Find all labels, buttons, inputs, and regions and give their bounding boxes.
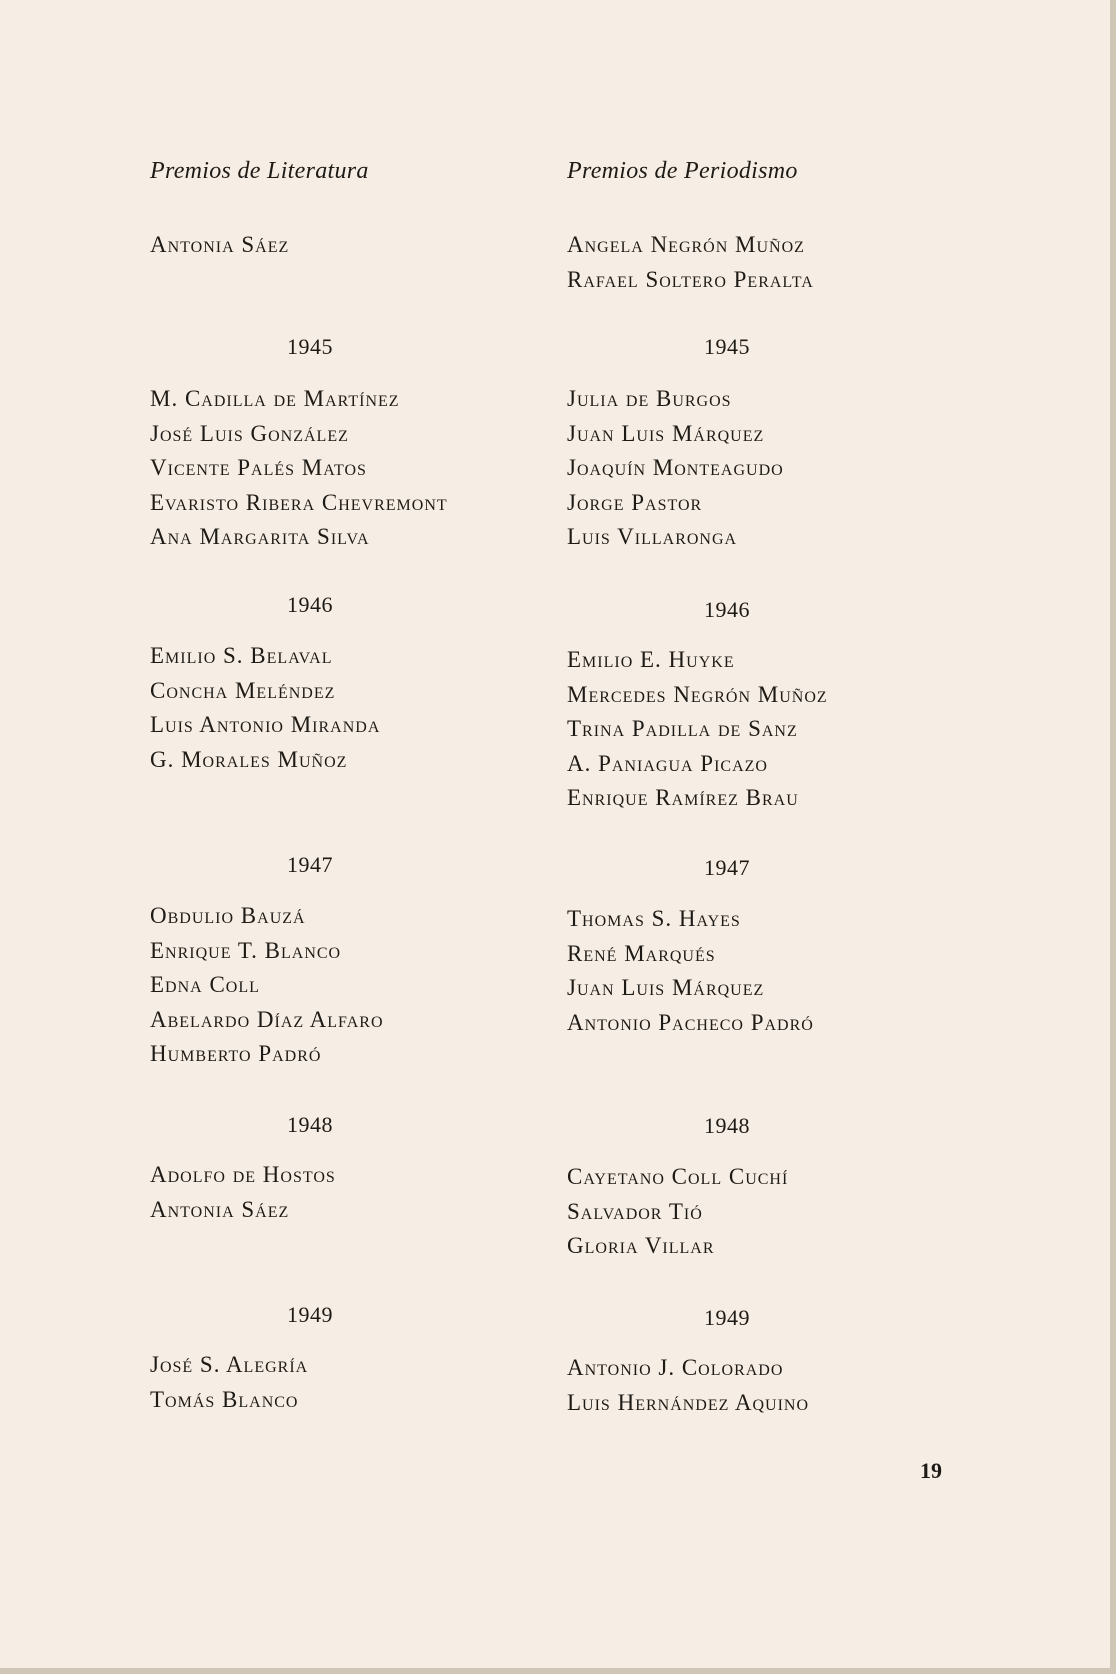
name-item: René Marqués — [567, 940, 716, 966]
name-item: Tomás Blanco — [150, 1386, 299, 1412]
name-item: Emilio S. Belaval — [150, 643, 333, 668]
year-label: 1946 — [287, 592, 333, 617]
year-label: 1947 — [704, 855, 750, 880]
name-item: Abelardo Díaz Alfaro — [150, 1006, 384, 1032]
heading-periodismo: Premios de Periodismo — [567, 158, 798, 184]
name-item: Enrique T. Blanco — [150, 937, 342, 963]
name-list — [567, 1351, 809, 1420]
name-item: Luis Antonio Miranda — [150, 712, 381, 737]
name-item: Enrique Ramírez Brau — [567, 785, 799, 810]
name-item: Trina Padilla de Sanz — [567, 716, 798, 741]
year-label: 1948 — [704, 1113, 750, 1138]
name-item: Rafael Soltero Peralta — [567, 266, 814, 292]
name-item: Vicente Palés Matos — [150, 455, 367, 480]
name-item: Thomas S. Hayes — [567, 906, 741, 931]
name-item: Concha Meléndez — [150, 677, 336, 703]
name-item: Luis Hernández Aquino — [567, 1389, 810, 1415]
page-number: 19 — [920, 1458, 942, 1483]
name-item: Angela Negrón Muñoz — [567, 232, 805, 257]
name-item: A. Paniagua Picazo — [567, 750, 768, 776]
name-list — [150, 1348, 308, 1417]
year-label: 1945 — [704, 334, 750, 359]
year-label: 1949 — [704, 1305, 750, 1330]
heading-literatura: Premios de Literatura — [150, 158, 369, 184]
year-label: 1946 — [704, 597, 750, 622]
name-item: Evaristo Ribera Chevremont — [150, 489, 448, 515]
name-item: Antonia Sáez — [150, 1196, 290, 1222]
name-item: Juan Luis Márquez — [567, 420, 765, 446]
name-item: M. Cadilla de Martínez — [150, 386, 400, 411]
name-list — [150, 899, 384, 1072]
name-item: José Luis González — [150, 420, 349, 446]
name-item: Edna Coll — [150, 972, 260, 997]
intro-list — [150, 228, 289, 263]
name-item: Antonio Pacheco Padró — [567, 1009, 814, 1035]
year-label: 1949 — [287, 1302, 333, 1327]
year-label: 1947 — [287, 852, 333, 877]
name-list — [567, 382, 784, 555]
name-item: Gloria Villar — [567, 1233, 715, 1258]
name-item: Cayetano Coll Cuchí — [567, 1164, 789, 1189]
name-item: Antonio J. Colorado — [567, 1355, 784, 1380]
name-item: Luis Villaronga — [567, 524, 738, 549]
name-item: Mercedes Negrón Muñoz — [567, 681, 828, 707]
intro-list — [567, 228, 814, 297]
name-list — [567, 1160, 788, 1264]
name-item: Antonia Sáez — [150, 232, 290, 257]
name-item: Julia de Burgos — [567, 386, 732, 411]
name-item: Ana Margarita Silva — [150, 524, 370, 549]
name-list — [567, 902, 814, 1040]
name-item: Adolfo de Hostos — [150, 1162, 336, 1187]
name-list — [567, 643, 828, 816]
name-item: G. Morales Muñoz — [150, 746, 348, 772]
name-item: Obdulio Bauzá — [150, 903, 306, 928]
name-item: Emilio E. Huyke — [567, 647, 735, 672]
name-list — [150, 382, 448, 555]
name-item: Juan Luis Márquez — [567, 975, 765, 1000]
name-item: Joaquín Monteagudo — [567, 455, 784, 480]
year-label: 1948 — [287, 1112, 333, 1137]
name-item: Humberto Padró — [150, 1041, 322, 1066]
name-list — [150, 639, 380, 777]
name-item: José S. Alegría — [150, 1352, 309, 1377]
name-list — [150, 1158, 336, 1227]
name-item: Jorge Pastor — [567, 489, 703, 515]
name-item: Salvador Tió — [567, 1198, 703, 1224]
year-label: 1945 — [287, 334, 333, 359]
